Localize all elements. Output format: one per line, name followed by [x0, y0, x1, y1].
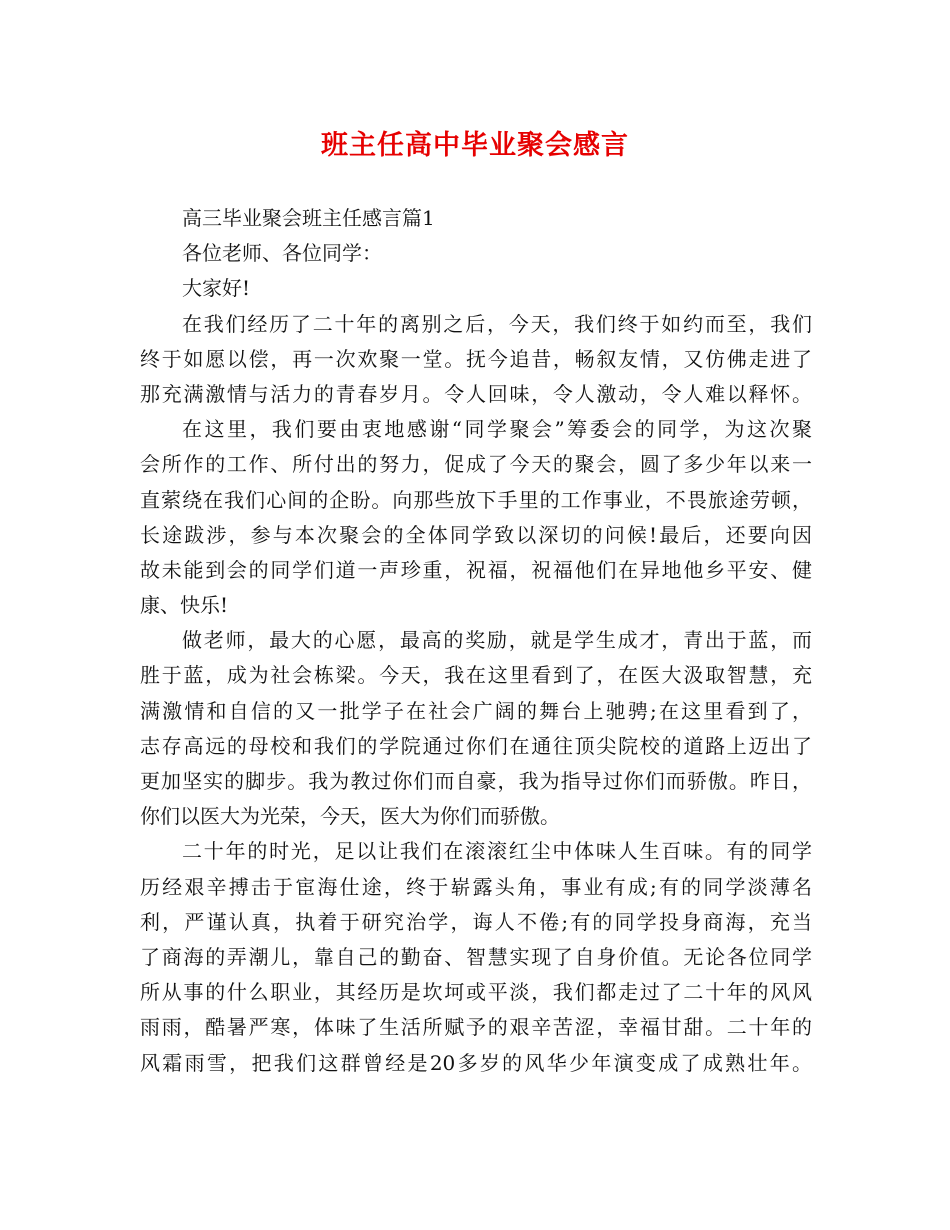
text-line: 更加坚实的脚步。我为教过你们而自豪，我为指导过你们而骄傲。昨日， — [140, 769, 812, 793]
document-title: 班主任高中毕业聚会感言 — [321, 130, 629, 161]
text-line: 康、快乐! — [140, 593, 229, 618]
text-line: 那充满激情与活力的青春岁月。令人回味，令人激动，令人难以释怀。 — [140, 381, 812, 406]
text-line: 直萦绕在我们心间的企盼。向那些放下手里的工作事业，不畏旅途劳顿， — [140, 487, 812, 512]
text-line: 了商海的弄潮儿，靠自己的勤奋、智慧实现了自身价值。无论各位同学 — [140, 944, 812, 969]
text-line: 风霜雨雪，把我们这群曾经是20多岁的风华少年演变成了成熟壮年。 — [140, 1050, 812, 1075]
text-line: 故未能到会的同学们道一声珍重，祝福，祝福他们在异地他乡平安、健 — [140, 557, 812, 582]
text-line: 满激情和自信的又一批学子在社会广阔的舞台上驰骋;在这里看到了， — [140, 698, 812, 723]
text-line: 志存高远的母校和我们的学院通过你们在通往顶尖院校的道路上迈出了 — [140, 733, 812, 758]
document-body — [140, 201, 812, 1081]
text-line: 会所作的工作、所付出的努力，促成了今天的聚会，圆了多少年以来一 — [140, 452, 812, 477]
text-line: 你们以医大为光荣，今天，医大为你们而骄傲。 — [140, 804, 560, 829]
text-line: 在我们经历了二十年的离别之后，今天，我们终于如约而至，我们 — [182, 311, 812, 336]
text-line: 胜于蓝，成为社会栋梁。今天，我在这里看到了，在医大汲取智慧，充 — [140, 663, 812, 688]
text-line: 终于如愿以偿，再一次欢聚一堂。抚今追昔，畅叙友情，又仿佛走进了 — [140, 346, 812, 371]
text-line: 大家好! — [182, 276, 251, 301]
text-line: 各位老师、各位同学： — [182, 241, 382, 266]
text-line: 在这里，我们要由衷地感谢“同学聚会”筹委会的同学，为这次聚 — [182, 417, 812, 442]
text-line: 所从事的什么职业，其经历是坎坷或平淡，我们都走过了二十年的风风 — [140, 980, 812, 1005]
text-line: 历经艰辛搏击于宦海仕途，终于崭露头角，事业有成;有的同学淡薄名 — [140, 874, 812, 899]
text-line: 做老师，最大的心愿，最高的奖励，就是学生成才，青出于蓝，而 — [182, 628, 812, 653]
text-line: 雨雨，酷暑严寒，体味了生活所赋予的艰辛苦涩，幸福甘甜。二十年的 — [140, 1015, 812, 1040]
text-line: 高三毕业聚会班主任感言篇1 — [182, 206, 435, 230]
text-line: 二十年的时光，足以让我们在滚滚红尘中体味人生百味。有的同学 — [182, 839, 812, 864]
text-line: 利，严谨认真，执着于研究治学，诲人不倦;有的同学投身商海，充当 — [140, 909, 812, 934]
text-line: 长途跋涉，参与本次聚会的全体同学致以深切的问候!最后，还要向因 — [140, 522, 812, 547]
